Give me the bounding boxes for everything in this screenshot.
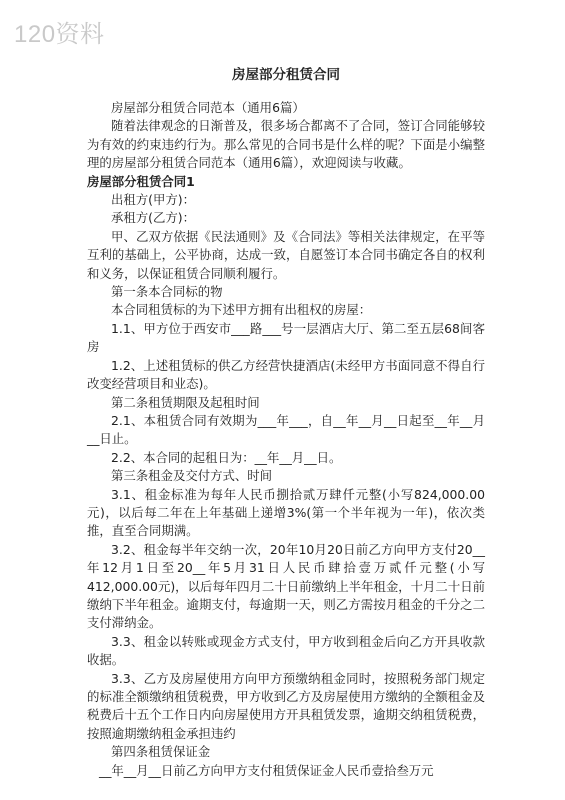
section-heading: 房屋部分租赁合同1 <box>87 173 195 189</box>
paragraph-intro: 随着法律观念的日渐普及，很多场合都离不了合同，签订合同能够较为有效的约束违约行为。那么常见的合同书是什么样的呢？下面是小编整理的房屋部分租赁合同范本（通用6篇），欢迎阅读与收藏。 <box>87 118 485 171</box>
clause-2-2: 2.2、本合同的起租日为：__年__月__日。 <box>111 449 342 465</box>
party-b-line: 承租方(乙方)： <box>111 210 196 226</box>
clause-3-3b: 3.3、乙方及房屋使用方向甲方预缴纳租金同时，按照税务部门规定的标准全额缴纳租赁税费，甲方收到乙方及房屋使用方缴纳的全额租金及税费后十五个工作日内向房屋使用方开具租赁发票，逾期交纳租赁税费，按照逾期缴纳租金承担违约 <box>87 670 485 741</box>
article-heading: 第三条租金及交付方式、时间 <box>111 468 273 484</box>
watermark: 120资料 <box>14 21 105 48</box>
page-title: 房屋部分租赁合同 <box>232 67 340 83</box>
clause-1-1: 1.1、甲方位于西安市___路___号一层酒店大厅、第二至五层68间客房 <box>87 320 485 355</box>
article-heading: 第一条本合同标的物 <box>111 284 223 300</box>
paragraph: 本合同租赁标的为下述甲方拥有出租权的房屋： <box>111 302 372 318</box>
document-body <box>87 58 485 780</box>
clause-3-1: 3.1、租金标准为每年人民币捌拾贰万肆仟元整(小写824,000.00元)，以后每二年在上年基础上递增3%(第一个半年视为一年)，依次类推，直至合同期满。 <box>87 486 485 539</box>
paragraph-deposit: __年__月__日前乙方向甲方支付租赁保证金人民币壹拾叁万元 <box>99 762 434 778</box>
clause-3-2: 3.2、租金每半年交纳一次，20年10月20日前乙方向甲方支付20__年12月1日至20__年5月31日人民币肆拾壹万贰仟元整(小写412,000.00元)，以后每年四月二十日前缴纳上半年租金，十月二十日前缴纳下半年租金。逾期支付，每逾期一天，则乙方需按月租金的千分之二支付滞纳金。 <box>87 541 485 631</box>
party-a-line: 出租方(甲方)： <box>111 192 196 208</box>
article-heading: 第二条租赁期限及起租时间 <box>111 394 260 410</box>
clause-1-2: 1.2、上述租赁标的供乙方经营快捷酒店(未经甲方书面同意不得自行改变经营项目和业态)。 <box>87 357 485 392</box>
clause-2-1: 2.1、本租赁合同有效期为___年___，自__年__月__日起至__年__月__日止。 <box>87 412 485 447</box>
clause-3-3: 3.3、租金以转账或现金方式支付，甲方收到租金后向乙方开具收款收据。 <box>87 633 485 668</box>
paragraph-preamble: 甲、乙双方依据《民法通则》及《合同法》等相关法律规定，在平等互利的基础上，公平协商，达成一致，自愿签订本合同书确定各自的权利和义务，以保证租赁合同顺利履行。 <box>87 228 485 281</box>
paragraph-intro-title: 房屋部分租赁合同范本（通用6篇） <box>111 100 305 115</box>
article-heading: 第四条租赁保证金 <box>111 744 211 760</box>
